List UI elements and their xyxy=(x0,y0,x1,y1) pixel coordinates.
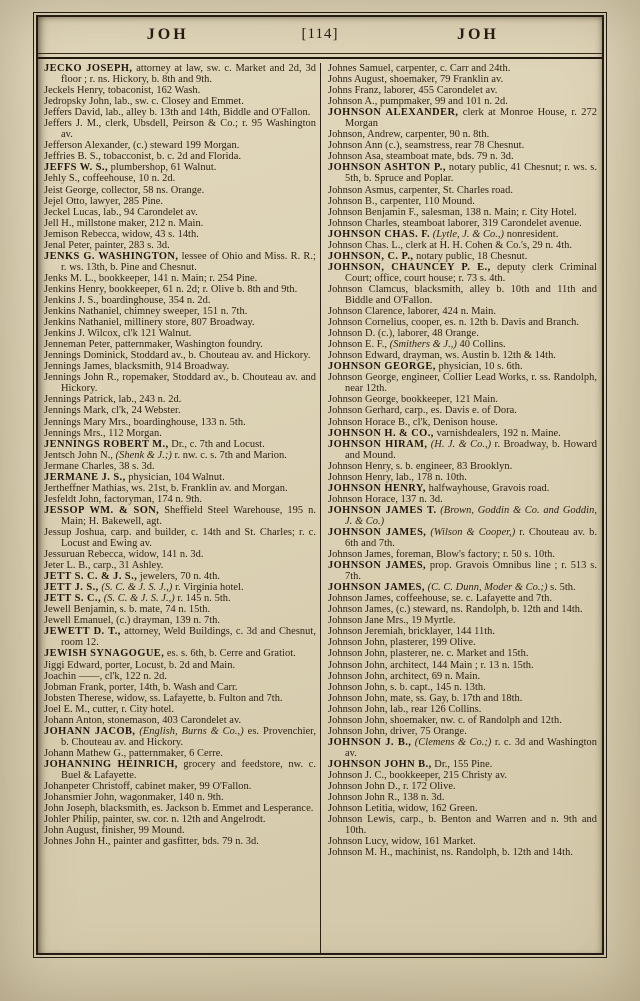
directory-entry: Johnson M. H., machinist, ns. Randolph, b. 12th and 14th. xyxy=(328,847,574,859)
directory-entry: Jehly S., coffeehouse, 10 n. 2d. xyxy=(44,173,176,185)
page-frame-inner xyxy=(36,15,604,955)
directory-entry: JOHNSON J. B., (Clemens & Co.;) r. c. 3d and Washington av. xyxy=(328,736,597,759)
directory-entry: JOHNSON JAMES T. (Brown, Goddin & Co. and Goddin, J. & Co.) xyxy=(328,504,597,527)
directory-entry: Johnson John, shoemaker, nw. c. of Randolph and 12th. xyxy=(328,714,562,726)
directory-entry: JOHNSON, C. P., notary public, 18 Chesnut. xyxy=(328,250,528,262)
directory-entry: Jeckels Henry, tobaconist, 162 Wash. xyxy=(44,85,201,97)
directory-entry: JOHNSON HENRY, halfwayhouse, Gravois road. xyxy=(328,482,550,494)
directory-entry: Johansmier John, wagonmaker, 140 n. 9th. xyxy=(44,792,224,804)
directory-entry: Jeffers David, lab., alley b. 13th and 14th, Biddle and O'Fallon. xyxy=(44,107,311,119)
directory-entry: Johnson Charles, steamboat laborer, 319 Carondelet avenue. xyxy=(328,217,582,229)
directory-columns xyxy=(38,59,602,953)
directory-entry: Johnson Edward, drayman, ws. Austin b. 12th & 14th. xyxy=(328,350,556,362)
directory-entry: John August, finisher, 99 Mound. xyxy=(44,825,185,837)
directory-entry: Jeffers J. M., clerk, Ubsdell, Peirson & Co.; r. 95 Washington av. xyxy=(44,118,316,141)
directory-entry: Johnson Jeremiah, bricklayer, 144 11th. xyxy=(328,626,496,638)
directory-entry: Johnson, Andrew, carpenter, 90 n. 8th. xyxy=(328,129,490,141)
directory-entry: Johnson Clamcus, blacksmith, alley b. 10th and 11th and Biddle and O'Fallon. xyxy=(328,283,597,306)
directory-entry: Johnson E. F., (Smithers & J.,) 40 Collins. xyxy=(328,339,506,351)
directory-entry: Johnson George, engineer, Collier Lead Works, r. ss. Randolph, near 12th. xyxy=(328,372,597,395)
directory-entry: Johnson Jane Mrs., 19 Myrtle. xyxy=(328,615,456,627)
directory-entry: Johnson D. (c.), laborer, 48 Orange. xyxy=(328,328,479,340)
directory-entry: Jenneman Peter, patternmaker, Washington foundry. xyxy=(44,339,263,351)
directory-entry: Johnson John R., 138 n. 3d. xyxy=(328,792,445,804)
directory-entry: Jedropsky John, lab., sw. c. Closey and Emmet. xyxy=(44,96,244,108)
directory-entry: Jeist George, collector, 58 ns. Orange. xyxy=(44,184,205,196)
directory-entry: Johnson John, s. b. capt., 145 n. 13th. xyxy=(328,681,486,693)
directory-entry: JEWISH SYNAGOGUE, es. s. 6th, b. Cerre and Gratiot. xyxy=(44,648,296,660)
directory-entry: JOHANNING HEINRICH, grocery and feedstore, nw. c. Buel & Lafayette. xyxy=(44,758,316,781)
directory-entry: Johns August, shoemaker, 79 Franklin av. xyxy=(328,74,504,86)
page-header xyxy=(38,17,602,53)
directory-entry: Jennings James, blacksmith, 914 Broadway. xyxy=(44,361,230,373)
directory-entry: Johnson Cornelius, cooper, es. n. 12th b. Davis and Branch. xyxy=(328,317,580,329)
directory-entry: Johnson Lucy, widow, 161 Market. xyxy=(328,836,476,848)
directory-entry: Johler Philip, painter, sw. cor. n. 12th and Angelrodt. xyxy=(44,814,266,826)
directory-entry: Jennings Dominick, Stoddard av., b. Chouteau av. and Hickory. xyxy=(44,350,311,362)
directory-entry: JOHNSON H. & CO., varnishdealers, 192 n. Maine. xyxy=(328,427,561,439)
directory-entry: Jejel Otto, lawyer, 285 Pine. xyxy=(44,195,164,207)
directory-entry: Johnson John, architect, 69 n. Main. xyxy=(328,670,481,682)
directory-entry: Jefferson Alexander, (c.) steward 199 Morgan. xyxy=(44,140,240,152)
directory-entry: JOHNSON, CHAUNCEY P. E., deputy clerk Criminal Court; office, court house; r. 73 s. 4th. xyxy=(328,261,597,284)
directory-entry: Johnson Gerhard, carp., es. Davis e. of Dora. xyxy=(328,405,517,417)
directory-entry: Johnson Asa, steamboat mate, bds. 79 n. 3d. xyxy=(328,151,514,163)
directory-entry: Joachin ——, cl'k, 122 n. 2d. xyxy=(44,670,168,682)
directory-entry: Johanpeter Christoff, cabinet maker, 99 O'Fallon. xyxy=(44,781,252,793)
directory-entry: Johns Franz, laborer, 455 Carondelet av. xyxy=(328,85,498,97)
directory-entry: Johann Mathew G., patternmaker, 6 Cerre. xyxy=(44,747,224,759)
directory-entry: Jesfeldt John, factoryman, 174 n. 9th. xyxy=(44,493,203,505)
directory-entry: JETT J. S., (S. C. & J. S. J.,) r. Virginia hotel. xyxy=(44,582,244,594)
directory-entry: Johnson John, driver, 75 Orange. xyxy=(328,725,467,737)
directory-entry: Jewell Benjamin, s. b. mate, 74 n. 15th. xyxy=(44,604,211,616)
directory-entry: JENNINGS ROBERT M., Dr., c. 7th and Locust. xyxy=(44,438,265,450)
directory-entry: Johnson Horace, 137 n. 3d. xyxy=(328,493,443,505)
directory-entry: Johnson Clarence, laborer, 424 n. Main. xyxy=(328,306,497,318)
directory-entry: John Joseph, blacksmith, es. Jackson b. Emmet and Lesperance. xyxy=(44,803,314,815)
directory-entry: JERMANE J. S., physician, 104 Walnut. xyxy=(44,471,225,483)
directory-entry: Johann Anton, stonemason, 403 Carondelet av. xyxy=(44,714,242,726)
directory-entry: JEFFS W. S., plumbershop, 61 Walnut. xyxy=(44,162,217,174)
directory-entry: JOHNSON JAMES, prop. Gravois Omnibus line ; r. 513 s. 7th. xyxy=(328,560,597,583)
page-number: [114] xyxy=(301,26,339,42)
directory-entry: Jennings Patrick, lab., 243 n. 2d. xyxy=(44,394,182,406)
header-left-label: JOH xyxy=(146,26,189,43)
directory-entry: Jiggi Edward, porter, Locust, b. 2d and Main. xyxy=(44,659,236,671)
directory-entry: JOHNSON CHAS. F. (Lytle, J. & Co.,) nonresident. xyxy=(328,228,559,240)
directory-entry: Johnson Benjamin F., salesman, 138 n. Main; r. City Hotel. xyxy=(328,206,577,218)
directory-entry: JOHNSON JOHN B., Dr., 155 Pine. xyxy=(328,758,493,770)
directory-entry: Johnson George, bookkeeper, 121 Main. xyxy=(328,394,499,406)
directory-entry: Johnson Henry, lab., 178 n. 10th. xyxy=(328,471,467,483)
directory-entry: Johnson A., pumpmaker, 99 and 101 n. 2d. xyxy=(328,96,508,108)
directory-entry: JETT S. C., (S. C. & J. S. J.,) r. 145 n. 5th. xyxy=(44,593,231,605)
directory-entry: Jessup Joshua, carp. and builder, c. 14th and St. Charles; r. c. Locust and Ewing av. xyxy=(44,526,316,550)
directory-entry: Johnson James, (c.) steward, ns. Randolph, b. 12th and 14th. xyxy=(328,604,583,616)
directory-entry: Jertheffner Mathias, ws. 21st, b. Franklin av. and Morgan. xyxy=(44,482,288,494)
directory-entry: JOHNSON GEORGE, physician, 10 s. 6th. xyxy=(328,361,523,373)
directory-entry: Johnson Asmus, carpenter, St. Charles road. xyxy=(328,184,513,196)
directory-entry: Jentsch John N., (Shenk & J.;) r. nw. c. s. 7th and Marion. xyxy=(44,449,287,461)
directory-entry: Johnes John H., painter and gasfitter, bds. 79 n. 3d. xyxy=(44,836,259,848)
directory-entry: JETT S. C. & J. S., jewelers, 70 n. 4th. xyxy=(44,571,220,583)
directory-entry: JEWETT D. T., attorney, Weld Buildings, c. 3d and Chesnut, room 12. xyxy=(44,626,316,649)
directory-entry: Jemison Rebecca, widow, 43 s. 14th. xyxy=(44,228,199,240)
directory-entry: JECKO JOSEPH, attorney at law, sw. c. Market and 2d, 3d floor ; r. ns. Hickory, b. 8th and 9th. xyxy=(44,63,316,86)
directory-entry: Johnson John D., r. 172 Olive. xyxy=(328,781,456,793)
directory-entry: Jenkins J. Wilcox, cl'k 121 Walnut. xyxy=(44,328,192,340)
directory-entry: Jeter L. B., carp., 31 Ashley. xyxy=(44,560,164,572)
directory-entry: Johnson John, plasterer, ne. c. Market and 15th. xyxy=(328,648,529,660)
directory-entry: Jennings Mark, cl'k, 24 Webster. xyxy=(44,405,181,417)
directory-entry: Johnson Lewis, carp., b. Benton and Warren and n. 9th and 10th. xyxy=(328,814,597,837)
directory-entry: Jennings Mrs., 112 Morgan. xyxy=(44,427,162,439)
directory-entry: Jobsten Therese, widow, ss. Lafayette, b. Fulton and 7th. xyxy=(44,692,283,704)
directory-entry: Jeckel Lucas, lab., 94 Carondelet av. xyxy=(44,206,198,218)
directory-entry: JOHNSON HIRAM, (H. J. & Co.,) r. Broadway, b. Howard and Mound. xyxy=(328,438,597,461)
directory-entry: Jeffries B. S., tobacconist, b. c. 2d and Florida. xyxy=(44,151,242,163)
directory-entry: JOHNSON ALEXANDER, clerk at Monroe House, r. 272 Morgan xyxy=(328,107,598,130)
directory-entry: Jenkins Nathaniel, millinery store, 807 Broadway. xyxy=(44,317,255,329)
directory-entry: Johnson Horace B., cl'k, Denison house. xyxy=(328,416,498,428)
directory-entry: JENKS G. WASHINGTON, lessee of Ohio and Miss. R. R.; r. ws. 13th, b. Pine and Chesnut. xyxy=(44,250,316,273)
directory-entry: Johnson John, mate, ss. Gay, b. 17th and 18th. xyxy=(328,692,523,704)
directory-entry: Joel E. M., cutter, r. City hotel. xyxy=(44,703,174,715)
directory-entry: Jewell Emanuel, (c.) drayman, 139 n. 7th. xyxy=(44,615,221,627)
directory-entry: Johnson John, architect, 144 Main ; r. 13 n. 15th. xyxy=(328,659,534,671)
directory-column-right xyxy=(321,63,597,953)
directory-entry: Johnson John, plasterer, 199 Olive. xyxy=(328,637,476,649)
directory-entry: Johnson James, coffeehouse, se. c. Lafayette and 7th. xyxy=(328,593,553,605)
directory-entry: JESSOP WM. & SON, Sheffield Steel Warehouse, 195 n. Main; H. Bakewell, agt. xyxy=(44,504,316,527)
directory-entry: JOHANN JACOB, (English, Burns & Co.,) es. Provenchier, b. Chouteau av. and Hickory. xyxy=(44,725,316,748)
directory-column-left xyxy=(44,63,320,953)
directory-entry: Johnson Henry, s. b. engineer, 83 Brooklyn. xyxy=(328,460,513,472)
directory-entry: Jenkins Nathaniel, chimney sweeper, 151 n. 7th. xyxy=(44,306,248,318)
directory-entry: Jenkins Henry, bookkeeper, 61 n. 2d; r. Olive b. 8th and 9th. xyxy=(44,283,298,295)
directory-entry: Jessuruan Rebecca, widow, 141 n. 3d. xyxy=(44,549,204,561)
directory-entry: Jennings John R., ropemaker, Stoddard av., b. Chouteau av. and Hickory. xyxy=(44,372,316,395)
directory-entry: JOHNSON ASHTON P., notary public, 41 Chesnut; r. ws. s. 5th, b. Spruce and Poplar. xyxy=(328,162,597,185)
header-right-label: JOH xyxy=(456,26,499,43)
directory-entry: JOHNSON JAMES, (Wilson & Cooper,) r. Chouteau av. b. 6th and 7th. xyxy=(328,526,597,550)
directory-entry: Jermane Charles, 38 s. 3d. xyxy=(44,460,155,472)
directory-entry: Jenal Peter, painter, 283 s. 3d. xyxy=(44,239,170,251)
directory-entry: Johnson Chas. L., clerk at H. H. Cohen & Co.'s, 29 n. 4th. xyxy=(328,239,573,251)
directory-entry: Johnson James, foreman, Blow's factory; r. 50 s. 10th. xyxy=(328,549,556,561)
directory-entry: Johnes Samuel, carpenter, c. Carr and 24th. xyxy=(328,63,511,74)
directory-entry: Johnson J. C., bookkeeper, 215 Christy av. xyxy=(328,770,508,781)
directory-entry: Jennings Mary Mrs., boardinghouse, 133 n. 5th. xyxy=(44,416,246,428)
directory-entry: Johnson John, lab., rear 126 Collins. xyxy=(328,703,482,715)
directory-entry: Jenkins J. S., boardinghouse, 354 n. 2d. xyxy=(44,294,211,306)
page-frame xyxy=(33,12,607,958)
directory-entry: Jell H., millstone maker, 212 n. Main. xyxy=(44,217,204,229)
directory-entry: Johnson Ann (c.), seamstress, rear 78 Chesnut. xyxy=(328,140,525,152)
directory-entry: Jobman Frank, porter, 14th, b. Wash and Carr. xyxy=(44,681,238,693)
directory-entry: Jenks M. L., bookkeeper, 141 n. Main; r. 254 Pine. xyxy=(44,272,258,284)
directory-entry: JOHNSON JAMES, (C. C. Dunn, Moder & Co.;) s. 5th. xyxy=(328,582,576,594)
directory-entry: Johnson Letitia, widow, 162 Green. xyxy=(328,803,478,815)
directory-entry: Johnson B., carpenter, 110 Mound. xyxy=(328,195,475,207)
